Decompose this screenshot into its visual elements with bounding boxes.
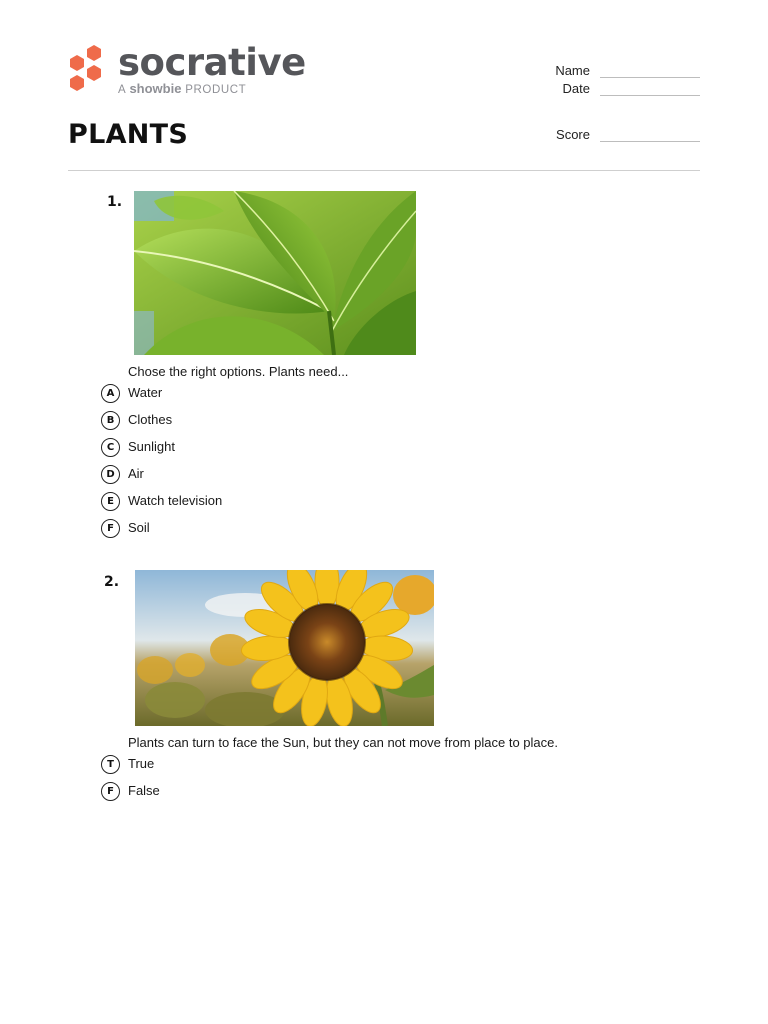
question-2-text: Plants can turn to face the Sun, but they can not move from place to place. [128,735,558,750]
option-text: Sunlight [128,439,175,454]
tagline-prefix: A [118,84,126,96]
name-field[interactable] [460,63,700,83]
header-divider [68,170,700,171]
logo-tagline [118,81,246,96]
score-label: Score [556,127,590,142]
option-letter-badge: F [101,782,120,801]
date-line [600,95,700,96]
question-1-text: Chose the right options. Plants need... [128,364,349,379]
tagline-suffix: PRODUCT [185,84,247,96]
option-letter-badge: E [101,492,120,511]
option-letter-badge: T [101,755,120,774]
page-title: PLANTS [68,119,189,150]
option-text: True [128,756,155,771]
score-line [600,141,700,142]
question-1-number: 1. [107,194,123,210]
option-letter-badge: F [101,519,120,538]
sunflower-illustration [135,570,434,726]
hexagon-cluster-icon [68,44,104,94]
question-2-number: 2. [104,574,120,590]
name-line [600,77,700,78]
option-letter-badge: B [101,411,120,430]
date-field[interactable] [460,81,700,101]
option-text: Air [128,466,144,481]
option-letter-badge: D [101,465,120,484]
question-1-image [134,191,416,355]
name-label: Name [555,63,590,78]
option-text: Water [128,385,163,400]
logo-wordmark: socrative [118,41,306,84]
score-field[interactable] [460,127,700,147]
option-text: Watch television [128,493,223,508]
option-text: Clothes [128,412,173,427]
option-text: Soil [128,520,150,535]
date-label: Date [562,81,590,96]
tagline-brand: showbie [129,81,182,96]
question-2-image [135,570,434,726]
option-letter-badge: A [101,384,120,403]
leaves-illustration [134,191,416,355]
option-text: False [128,783,160,798]
option-letter-badge: C [101,438,120,457]
